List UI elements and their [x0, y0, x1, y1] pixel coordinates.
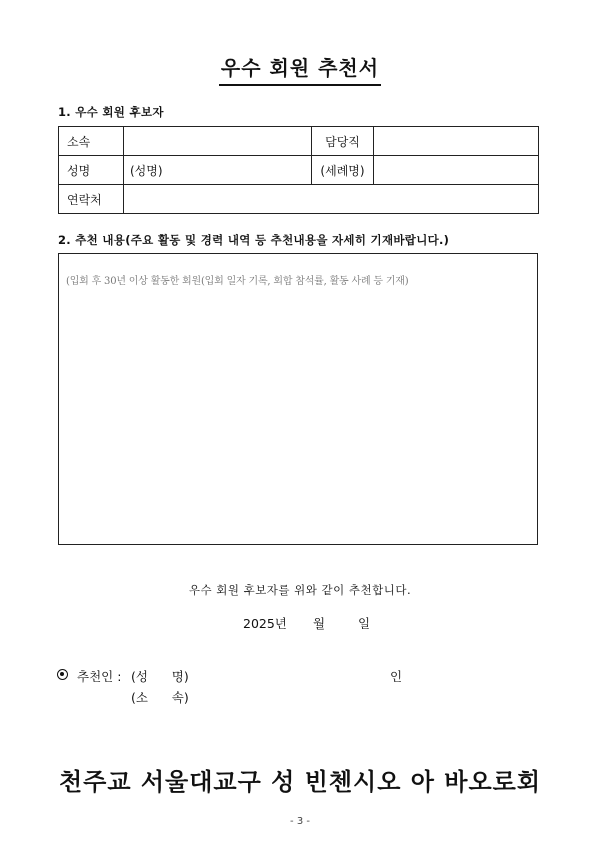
- organization-name: 천주교 서울대교구 성 빈첸시오 아 바오로회: [58, 768, 542, 796]
- table-row-name: [59, 156, 539, 185]
- date-year: 2025년: [243, 616, 287, 631]
- seal-mark: 인: [390, 669, 403, 684]
- recommendation-statement: 우수 회원 후보자를 위와 같이 추천합니다.: [188, 583, 412, 597]
- recommender-affiliation-label: (소 속): [131, 690, 189, 705]
- name-label: 성명: [59, 156, 124, 185]
- recommendation-content-box[interactable]: [58, 253, 538, 545]
- date-day: 일: [358, 616, 371, 631]
- document-title-text: 우수 회원 추천서: [219, 52, 381, 86]
- content-hint: (입회 후 30년 이상 활동한 회원(입회 일자 기록, 회합 참석률, 활동 사례 등 기재): [66, 276, 409, 287]
- section1-heading: 1. 우수 회원 후보자: [58, 105, 164, 119]
- name-field[interactable]: (성명): [124, 156, 312, 185]
- table-row-contact: [59, 185, 539, 214]
- section2-heading: 2. 추천 내용(주요 활동 및 경력 내역 등 추천내용을 자세히 기재바랍니다.): [58, 233, 450, 247]
- baptismal-name-label: (세례명): [312, 156, 374, 185]
- contact-field[interactable]: [124, 185, 539, 214]
- recommender-name-label: (성 명): [131, 669, 189, 684]
- baptismal-name-field[interactable]: [374, 156, 539, 185]
- candidate-table: [58, 126, 539, 214]
- position-field[interactable]: [374, 127, 539, 156]
- radio-selected-icon: [57, 669, 68, 680]
- date-month: 월: [313, 616, 326, 631]
- document-title: [0, 52, 600, 86]
- recommender-label: 추천인 :: [77, 669, 122, 684]
- page-number: - 3 -: [290, 816, 310, 827]
- table-row-affiliation: [59, 127, 539, 156]
- affiliation-label: 소속: [59, 127, 124, 156]
- contact-label: 연락처: [59, 185, 124, 214]
- affiliation-field[interactable]: [124, 127, 312, 156]
- position-label: 담당직: [312, 127, 374, 156]
